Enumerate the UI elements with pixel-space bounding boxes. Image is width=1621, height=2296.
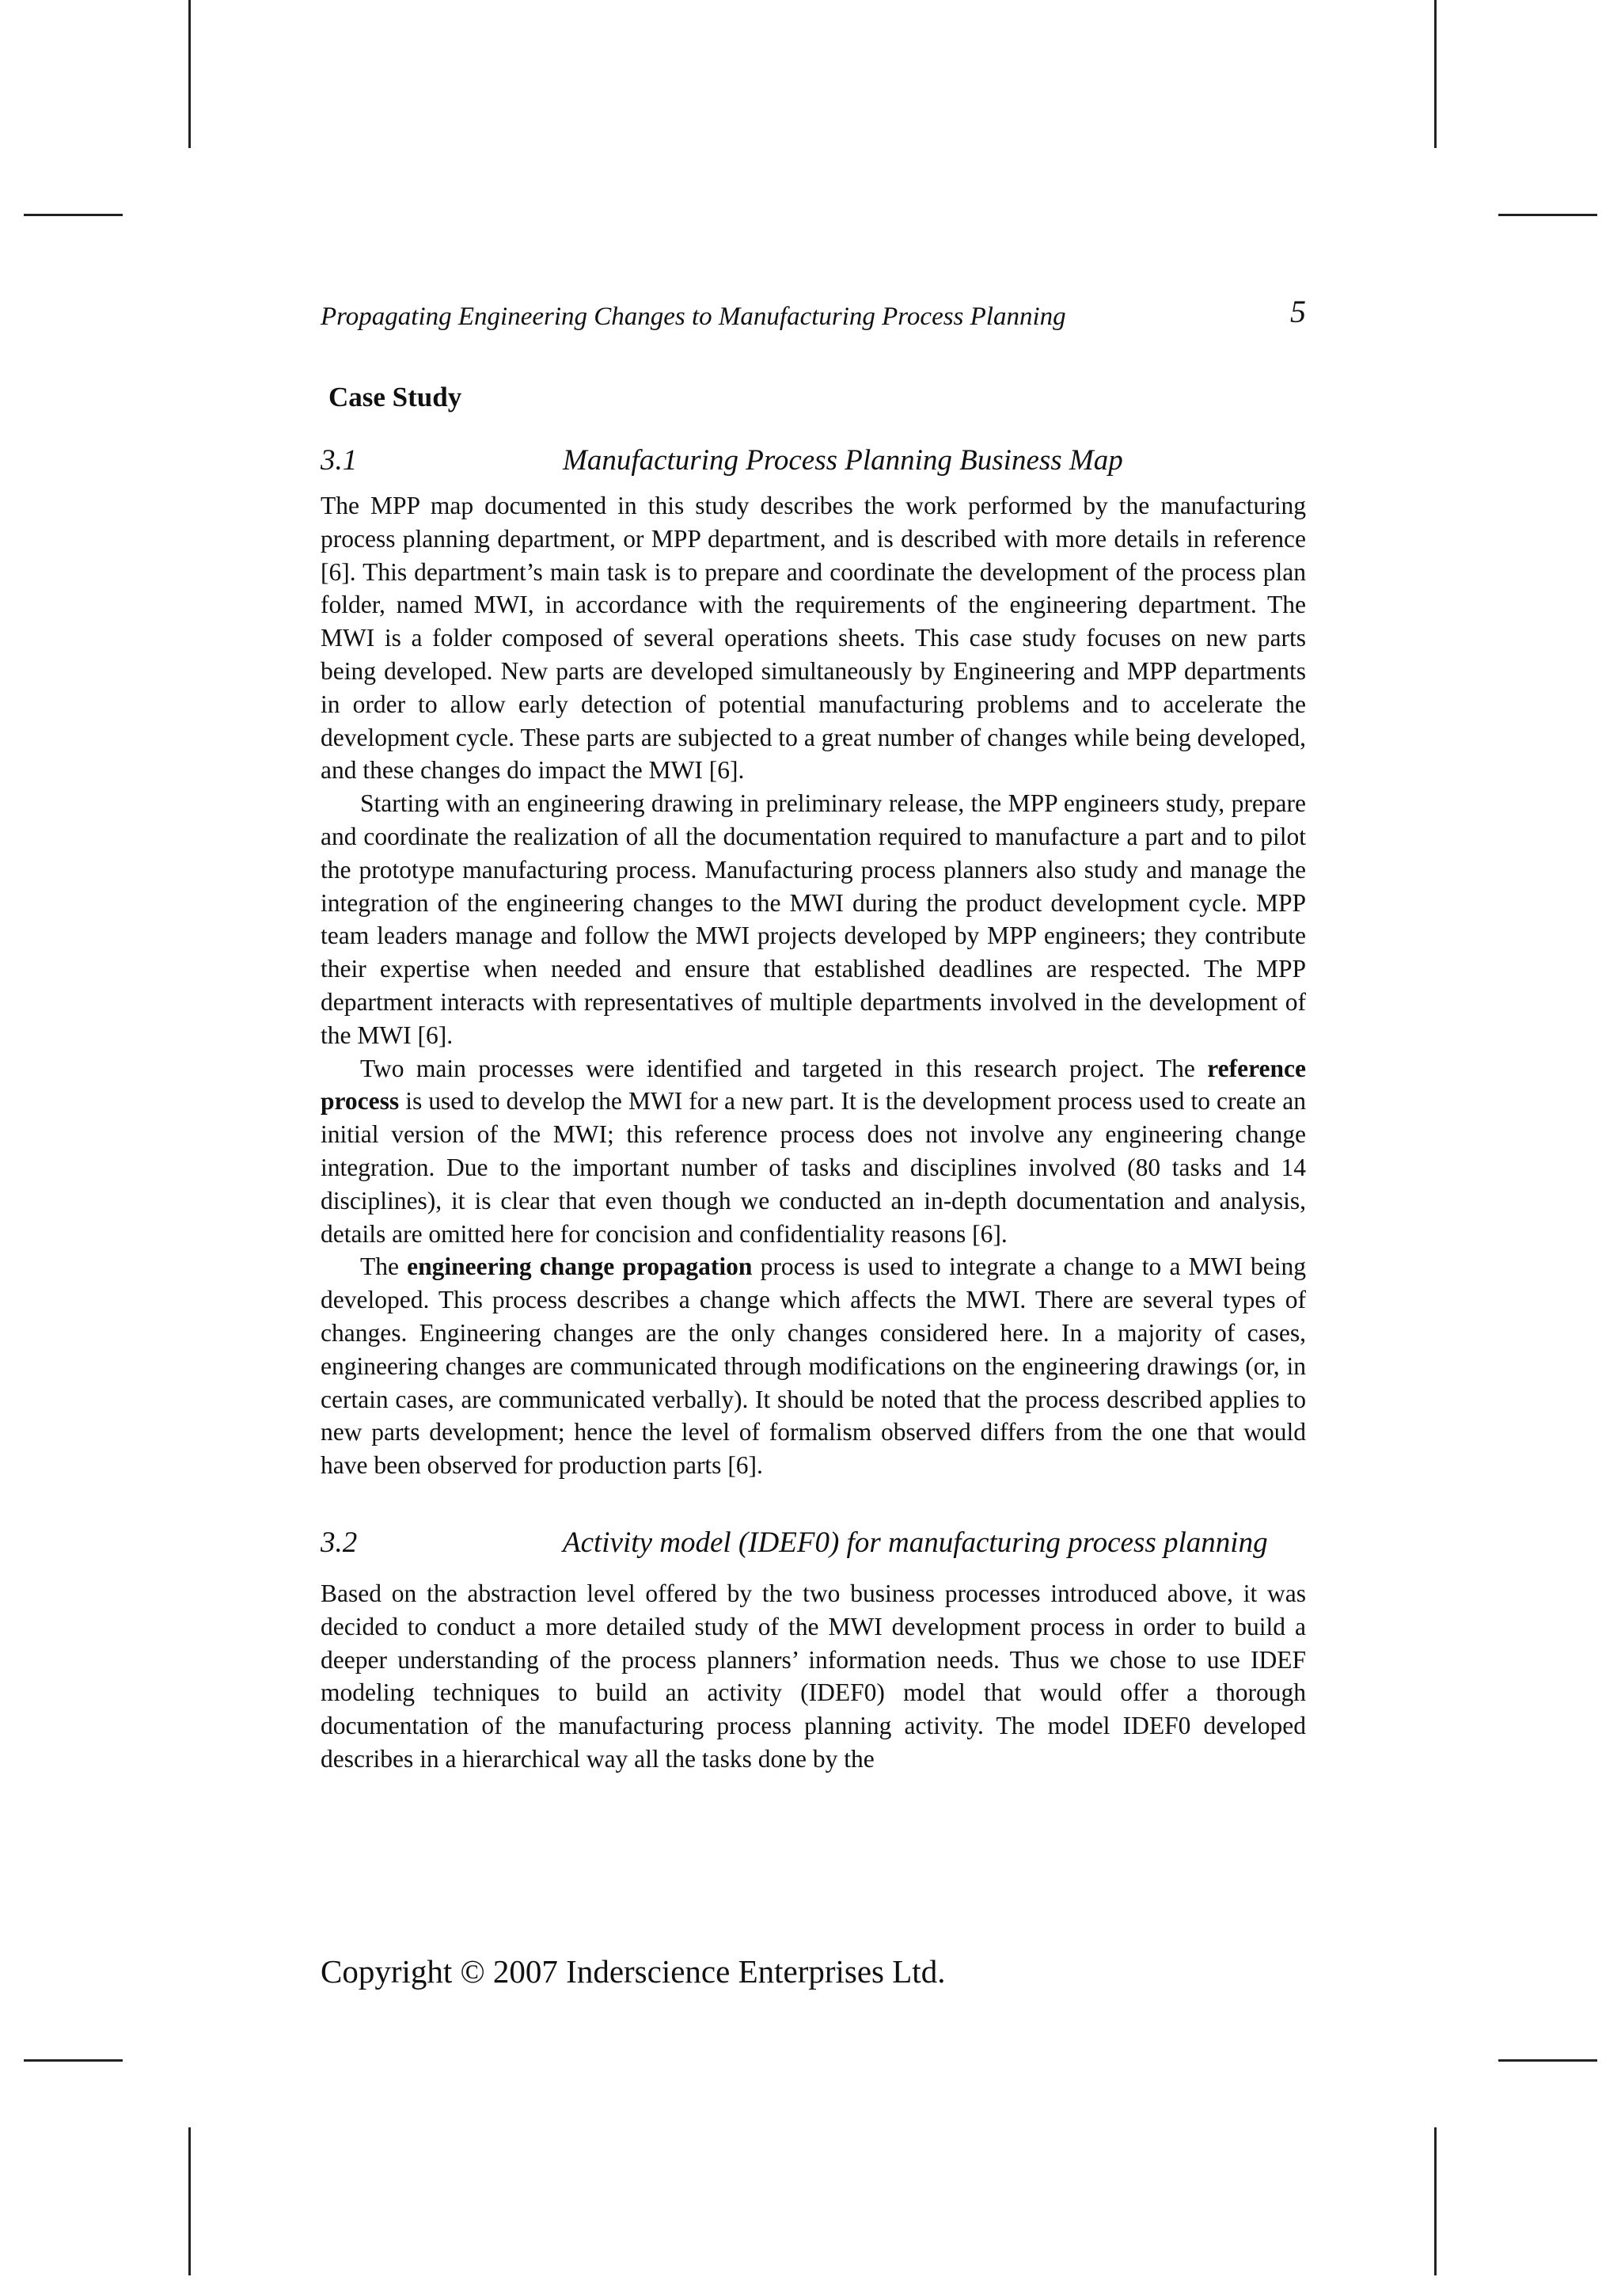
crop-mark-top-right-vertical: [1434, 0, 1437, 148]
crop-mark-bottom-right-horizontal: [1498, 2059, 1597, 2062]
bold-term: reference process: [321, 1054, 1306, 1116]
paragraph-text: The: [360, 1253, 408, 1281]
section-title: Case Study: [328, 382, 462, 412]
running-head-title: Propagating Engineering Changes to Manufacturing Process Planning: [321, 302, 1066, 331]
paragraph: [321, 1250, 1306, 1482]
crop-mark-bottom-left-vertical: [188, 2127, 191, 2275]
paragraph: Starting with an engineering drawing in preliminary release, the MPP engineers study, prepare and coordinate the realization of all the documentation required to manufacture a part and to pilot the prototype manufacturing process. Manufacturing process planners also study and manage the integration of the engineering changes to the MWI during the product development cycle. MPP team leaders manage and follow the MWI projects developed by MPP engineers; they contribute their expertise when needed and ensure that established deadlines are respected. The MPP department interacts with representatives of multiple departments involved in the development of the MWI [6].: [321, 789, 1306, 1049]
subsection-heading-3-2: [321, 1526, 1306, 1560]
copyright-footer: Copyright © 2007 Inderscience Enterprises Ltd.: [321, 1953, 946, 1990]
subsection-number: 3.2: [321, 1526, 358, 1559]
paragraph: The MPP map documented in this study describes the work performed by the manufacturing process planning department, or MPP department, and is described with more details in reference [6]. This department’s main task is to prepare and coordinate the development of the process plan folder, named MWI, in accordance with the requirements of the engineering department. The MWI is a folder composed of several operations sheets. This case study focuses on new parts being developed. New parts are developed simultaneously by Engineering and MPP departments in order to allow early detection of potential manufacturing problems and to accelerate the development cycle. These parts are subjected to a great number of changes while being developed, and these changes do impact the MWI [6].: [321, 492, 1306, 785]
paragraph-text: is used to develop the MWI for a new part. It is the development process used to create an initial version of the MWI; this reference process does not involve any engineering change integration. Due to the important number of tasks and disciplines involved (80 tasks and 14 disciplines), it is clear that even though we conducted an in-depth documentation and analysis, details are omitted here for concision and confidentiality reasons [6].: [321, 1087, 1306, 1248]
crop-mark-top-right-horizontal: [1498, 214, 1597, 216]
crop-mark-bottom-right-vertical: [1434, 2127, 1437, 2275]
crop-mark-top-left-vertical: [188, 0, 191, 148]
subsection-title: Manufacturing Process Planning Business Map: [563, 444, 1123, 477]
subsection-number: 3.1: [321, 444, 358, 477]
bold-term: engineering change propagation: [407, 1253, 753, 1281]
paragraph: [321, 1052, 1306, 1251]
paragraph-text: Two main processes were identified and targeted in this research project. The: [360, 1054, 1208, 1082]
subsection-heading-3-1: [321, 443, 1306, 477]
page-body: [321, 293, 1306, 1776]
running-head: [321, 293, 1306, 340]
crop-mark-bottom-left-horizontal: [24, 2059, 123, 2062]
subsection-title: Activity model (IDEF0) for manufacturing process planning: [563, 1526, 1268, 1559]
crop-mark-top-left-horizontal: [24, 214, 123, 216]
paragraph: Based on the abstraction level offered by the two business processes introduced above, it was decided to conduct a more detailed study of the MWI development process in order to build a deeper understanding of the process planners’ information needs. Thus we chose to use IDEF modeling techniques to build an activity (IDEF0) model that would offer a thorough documentation of the manufacturing process planning activity. The model IDEF0 developed describes in a hierarchical way all the tasks done by the: [321, 1579, 1306, 1773]
page-number: 5: [1290, 294, 1306, 329]
paragraph-text: process is used to integrate a change to a MWI being developed. This process describes a change which affects the MWI. There are several types of changes. Engineering changes are the only changes considered here. In a majority of cases, engineering changes are communicated through modifications on the engineering drawings (or, in certain cases, are communicated verbally). It should be noted that the process described applies to new parts development; hence the level of formalism observed differs from the one that would have been observed for production parts [6].: [321, 1253, 1306, 1480]
